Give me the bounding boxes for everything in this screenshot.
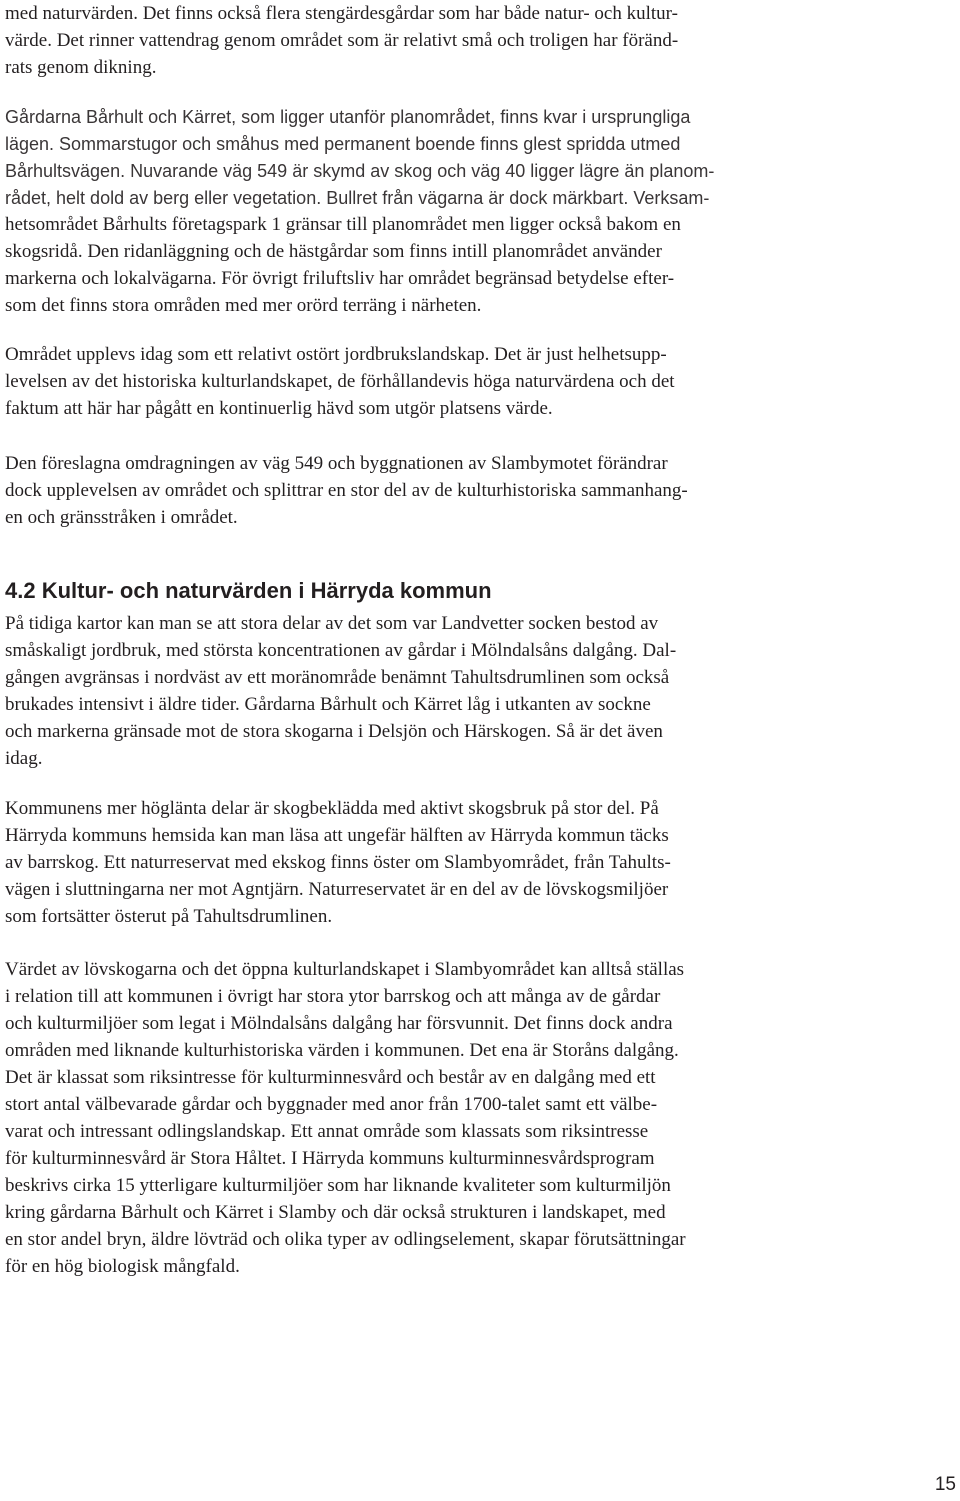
paragraph-line: och markerna gränsade mot de stora skogarna i Delsjön och Härskogen. Så är det även [5, 721, 663, 742]
paragraph-line: Området upplevs idag som ett relativt ostört jordbrukslandskap. Det är just helhetsupp- [5, 344, 667, 365]
paragraph-line: vägen i sluttningarna ner mot Agntjärn. Naturreservatet är en del av de lövskogsmiljöer [5, 879, 669, 900]
paragraph-line: i relation till att kommunen i övrigt har stora ytor barrskog och att många av de gårdar [5, 986, 661, 1007]
paragraph-line: för kulturminnesvård är Stora Håltet. I Härryda kommuns kulturminnesvårdsprogram [5, 1148, 655, 1169]
paragraph-line: av barrskog. Ett naturreservat med ekskog finns öster om Slambyområdet, från Tahults- [5, 852, 671, 873]
paragraph-line: småskaligt jordbruk, med största koncentrationen av gårdar i Mölndalsåns dalgång. Dal- [5, 640, 677, 661]
paragraph-line: Gårdarna Bårhult och Kärret, som ligger utanför planområdet, finns kvar i ursprungliga [5, 107, 691, 127]
paragraph-line: Den föreslagna omdragningen av väg 549 och byggnationen av Slambymotet förändrar [5, 453, 668, 474]
paragraph-line: lägen. Sommarstugor och småhus med permanent boende finns glest spridda utmed [5, 134, 681, 154]
paragraph-line: skogsridå. Den ridanläggning och de hästgårdar som finns intill planområdet använder [5, 241, 662, 262]
paragraph-line: för en hög biologisk mångfald. [5, 1256, 240, 1277]
paragraph-line: Värdet av lövskogarna och det öppna kulturlandskapet i Slambyområdet kan alltså ställas [5, 959, 685, 980]
paragraph-line: hetsområdet Bårhults företagspark 1 gränsar till planområdet men ligger också bakom en [5, 214, 681, 235]
paragraph-line: värde. Det rinner vattendrag genom området som är relativt små och troligen har föränd- [5, 30, 679, 51]
paragraph-line: områden med liknande kulturhistoriska värden i kommunen. Det ena är Storåns dalgång. [5, 1040, 679, 1061]
paragraph-line: stort antal välbevarade gårdar och byggnader med anor från 1700-talet samt ett välbe- [5, 1094, 658, 1115]
paragraph-line: rats genom dikning. [5, 57, 157, 78]
paragraph-line: gången avgränsas i nordväst av ett moränområde benämnt Tahultsdrumlinen som också [5, 667, 670, 688]
paragraph-line: som det finns stora områden med mer orörd terräng i närheten. [5, 295, 482, 316]
paragraph-line: dock upplevelsen av området och splittrar en stor del av de kulturhistoriska sammanhang- [5, 480, 688, 501]
paragraph-line: Bårhultsvägen. Nuvarande väg 549 är skymd av skog och väg 40 ligger lägre än planom- [5, 161, 715, 181]
paragraph-line: som fortsätter österut på Tahultsdrumlinen. [5, 906, 333, 927]
paragraph-line: en och gränsstråken i området. [5, 507, 238, 528]
paragraph-line: levelsen av det historiska kulturlandskapet, de förhållandevis höga naturvärdena och det [5, 371, 675, 392]
page-number: 15 [934, 1474, 956, 1495]
paragraph-line: Härryda kommuns hemsida kan man läsa att ungefär hälften av Härryda kommun täcks [5, 825, 669, 846]
paragraph-line: med naturvärden. Det finns också flera stengärdesgårdar som har både natur- och kultur- [5, 3, 678, 24]
paragraph-line: På tidiga kartor kan man se att stora delar av det som var Landvetter socken bestod av [5, 613, 659, 634]
paragraph-line: Det är klassat som riksintresse för kulturminnesvård och består av en dalgång med ett [5, 1067, 656, 1088]
paragraph-line: idag. [5, 748, 43, 769]
paragraph-line: faktum att här har pågått en kontinuerlig hävd som utgör platsens värde. [5, 398, 553, 419]
paragraph-line: kring gårdarna Bårhult och Kärret i Slamby och där också strukturen i landskapet, med [5, 1202, 666, 1223]
paragraph-line: och kulturmiljöer som legat i Mölndalsåns dalgång har försvunnit. Det finns dock andra [5, 1013, 673, 1034]
paragraph-line: Kommunens mer höglänta delar är skogbeklädda med aktivt skogsbruk på stor del. På [5, 798, 659, 819]
paragraph-line: varat och intressant odlingslandskap. Ett annat område som klassats som riksintresse [5, 1121, 649, 1142]
paragraph-line: beskrivs cirka 15 ytterligare kulturmiljöer som har liknande kvaliteter som kulturmiljön [5, 1175, 671, 1196]
paragraph-line: rådet, helt dold av berg eller vegetation. Bullret från vägarna är dock märkbart. Verksam- [5, 188, 710, 208]
section-heading: 4.2 Kultur- och naturvärden i Härryda kommun [5, 578, 492, 603]
paragraph-line: en stor andel bryn, äldre lövträd och olika typer av odlingselement, skapar förutsättningar [5, 1229, 686, 1250]
paragraph-line: markerna och lokalvägarna. För övrigt friluftsliv har området begränsad betydelse efter- [5, 268, 675, 289]
paragraph-line: brukades intensivt i äldre tider. Gårdarna Bårhult och Kärret låg i utkanten av sockne [5, 694, 651, 715]
